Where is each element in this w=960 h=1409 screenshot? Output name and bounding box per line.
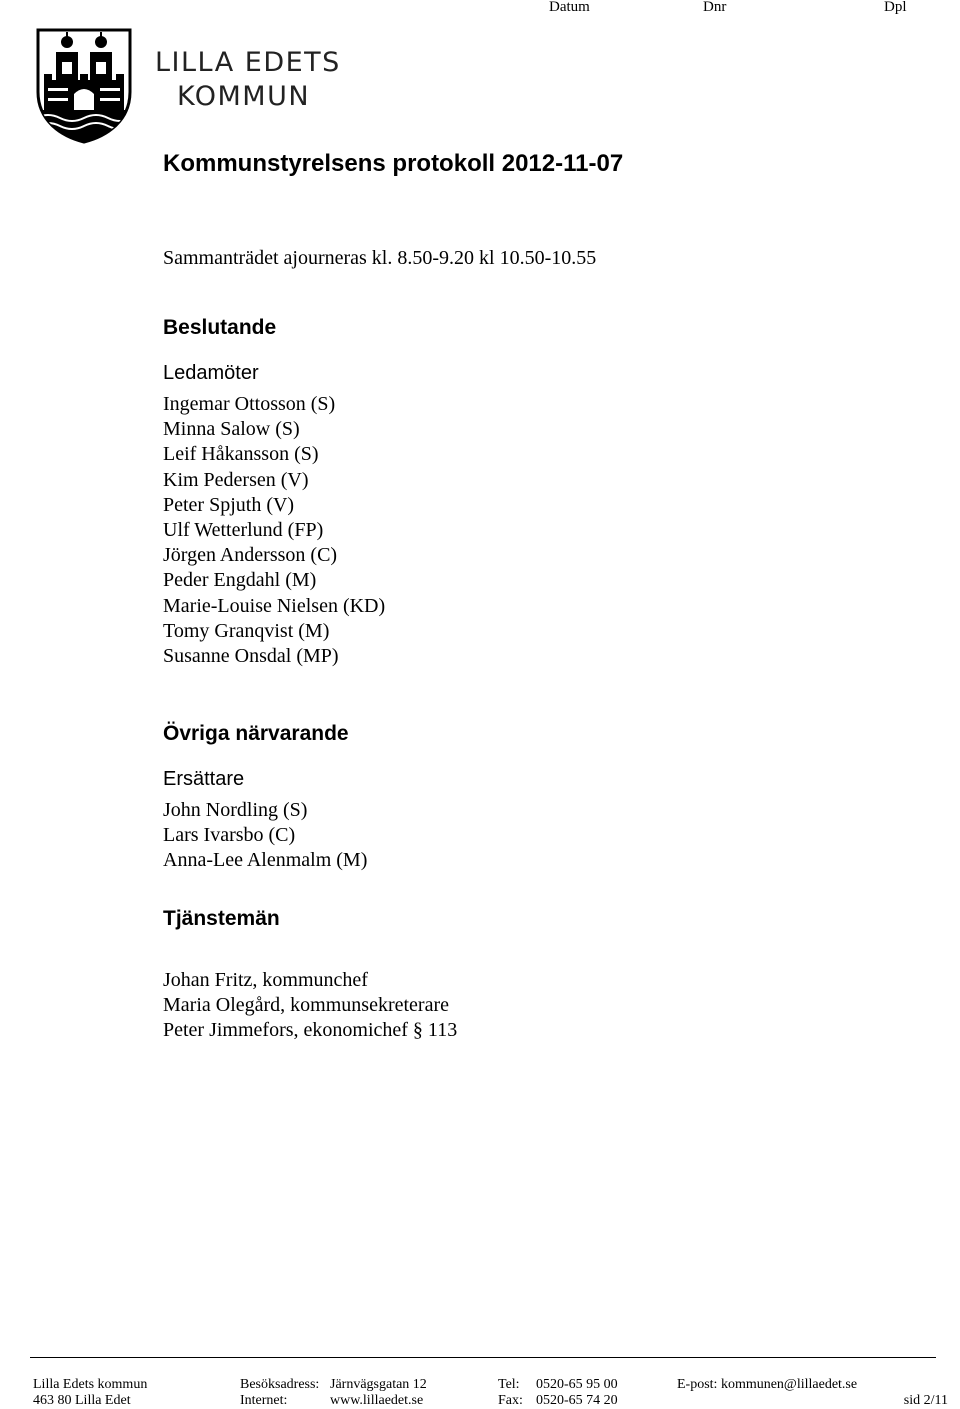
list-item: Anna-Lee Alenmalm (M) — [163, 849, 368, 872]
list-item: John Nordling (S) — [163, 799, 308, 821]
list-item: Jörgen Andersson (C) — [163, 544, 338, 567]
footer-internet-value: www.lillaedet.se — [330, 1393, 424, 1408]
footer-tel-value: 0520-65 95 00 — [536, 1377, 618, 1392]
footer-fax-value: 0520-65 74 20 — [536, 1393, 618, 1408]
list-item: Ingemar Ottosson (S) — [163, 393, 336, 415]
list-item: Marie-Louise Nielsen (KD) — [163, 594, 386, 617]
footer-org: Lilla Edets kommun — [33, 1377, 148, 1392]
adjournment-note: Sammanträdet ajourneras kl. 8.50-9.20 kl 10.50-10.55 — [163, 247, 597, 269]
list-item: Tomy Granqvist (M) — [163, 619, 330, 642]
footer-postal: 463 80 Lilla Edet — [33, 1393, 131, 1408]
list-item: Lars Ivarsbo (C) — [163, 824, 296, 847]
footer-visit-label: Besöksadress: — [240, 1377, 320, 1392]
footer-email: E-post: kommunen@lillaedet.se — [677, 1377, 858, 1392]
list-item: Ulf Wetterlund (FP) — [163, 519, 324, 542]
list-item: Peter Jimmefors, ekonomichef § 113 — [163, 1019, 458, 1042]
list-item: Susanne Onsdal (MP) — [163, 645, 339, 668]
header-dpl: Dpl — [884, 0, 907, 15]
footer-visit-value: Järnvägsgatan 12 — [330, 1377, 427, 1392]
list-item: Leif Håkansson (S) — [163, 443, 319, 466]
list-item: Maria Olegård, kommunsekreterare — [163, 994, 449, 1017]
footer-tel-label: Tel: — [498, 1377, 520, 1392]
subheading-ledamoter: Ledamöter — [163, 362, 259, 384]
section-heading-beslutande: Beslutande — [163, 316, 277, 339]
member-list-tjanstemen — [163, 968, 457, 1044]
list-item: Kim Pedersen (V) — [163, 468, 309, 491]
header-datum: Datum — [549, 0, 590, 15]
member-list-ersattare — [163, 798, 367, 874]
subheading-ersattare: Ersättare — [163, 768, 245, 790]
page-title: Kommunstyrelsens protokoll 2012-11-07 — [163, 150, 624, 177]
list-item: Johan Fritz, kommunchef — [163, 969, 368, 991]
footer-fax-label: Fax: — [498, 1393, 523, 1408]
footer-internet-label: Internet: — [240, 1393, 288, 1408]
footer-page-number: sid 2/11 — [903, 1393, 948, 1408]
list-item: Minna Salow (S) — [163, 418, 300, 441]
coat-of-arms-logo — [36, 28, 132, 144]
member-list-ledamoter — [163, 392, 385, 669]
section-heading-tjanstemen: Tjänstemän — [163, 907, 280, 930]
list-item: Peder Engdahl (M) — [163, 569, 317, 592]
footer-divider — [30, 1357, 936, 1358]
section-heading-ovriga: Övriga närvarande — [163, 722, 349, 745]
logo-wordmark-line1: LILLA EDETS — [155, 47, 341, 78]
list-item: Peter Spjuth (V) — [163, 493, 295, 516]
logo-wordmark-line2: KOMMUN — [177, 81, 311, 112]
header-dnr: Dnr — [703, 0, 727, 15]
